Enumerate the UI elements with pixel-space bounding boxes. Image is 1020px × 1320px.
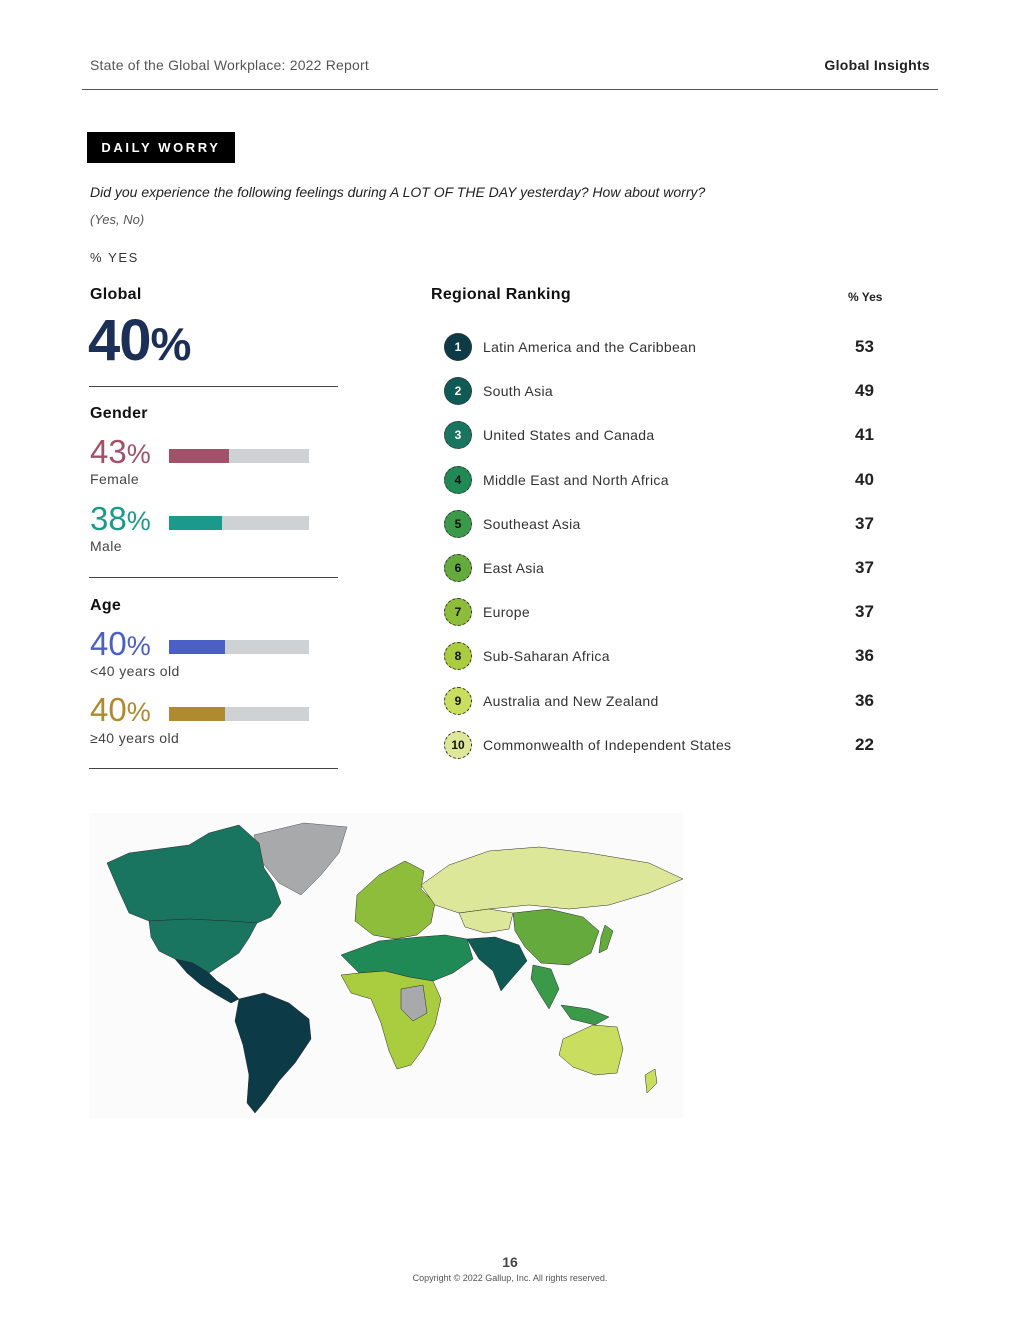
region-name: Southeast Asia — [483, 515, 581, 532]
over40-number: 40 — [90, 691, 127, 728]
under40-bar — [169, 640, 309, 654]
region-value: 49 — [855, 381, 874, 401]
female-bar-fill — [169, 449, 229, 463]
ranking-row — [444, 466, 884, 498]
region-value: 36 — [855, 646, 874, 666]
region-name: Australia and New Zealand — [483, 692, 659, 709]
male-bar — [169, 516, 309, 530]
region-name: East Asia — [483, 560, 545, 576]
rank-badge: 3 — [444, 421, 472, 449]
over40-bar-fill — [169, 707, 225, 721]
ranking-row — [444, 333, 884, 365]
region-name: Latin America and the Caribbean — [483, 339, 697, 355]
region-value: 37 — [855, 513, 874, 533]
ranking-row — [444, 554, 884, 586]
under40-label: <40 years old — [90, 663, 180, 679]
rank-badge: 4 — [444, 466, 472, 494]
female-bar — [169, 449, 309, 463]
region-value: 36 — [855, 690, 874, 710]
region-name: United States and Canada — [483, 427, 655, 444]
under40-number: 40 — [90, 625, 127, 662]
male-value — [90, 501, 151, 539]
global-title: Global — [90, 286, 142, 303]
over40-value — [90, 692, 151, 730]
male-bar-fill — [169, 516, 222, 530]
rank-badge: 8 — [444, 642, 472, 670]
ranking-row — [444, 598, 884, 630]
region-value: 53 — [855, 337, 874, 356]
region-value: 40 — [855, 469, 874, 489]
female-number: 43 — [90, 433, 127, 470]
female-unit: % — [126, 439, 151, 469]
over40-bar — [169, 707, 309, 721]
male-unit: % — [126, 506, 151, 536]
global-unit: % — [150, 318, 191, 370]
header-divider — [82, 89, 938, 90]
rank-badge: 2 — [444, 377, 472, 405]
rank-badge: 9 — [444, 687, 472, 715]
region-value: 37 — [855, 602, 874, 622]
pct-yes-column-label: % Yes — [848, 290, 883, 304]
copyright: Copyright © 2022 Gallup, Inc. All rights reserved. — [412, 1273, 608, 1283]
region-name: Sub-Saharan Africa — [483, 648, 610, 665]
ranking-row — [444, 510, 884, 542]
global-value — [88, 306, 190, 379]
region-value: 22 — [855, 734, 874, 754]
male-label: Male — [90, 538, 122, 554]
region-value: 41 — [855, 425, 874, 445]
region-name: South Asia — [483, 383, 553, 400]
survey-question: Did you experience the following feelings during A LOT OF THE DAY yesterday? How about worry? — [90, 184, 706, 200]
under40-value — [90, 626, 151, 664]
topic-badge: DAILY WORRY — [87, 132, 235, 163]
report-title: State of the Global Workplace: 2022 Report — [90, 57, 369, 73]
section-title: Global Insights — [824, 57, 930, 73]
female-value — [90, 434, 151, 472]
page-number: 16 — [502, 1254, 518, 1270]
rank-badge: 7 — [444, 598, 472, 626]
answer-options: (Yes, No) — [90, 212, 145, 227]
divider — [89, 768, 338, 769]
region-name: Middle East and North Africa — [483, 471, 669, 488]
rank-badge: 1 — [444, 333, 472, 361]
male-number: 38 — [90, 500, 127, 537]
rank-badge: 6 — [444, 554, 472, 582]
region-value: 37 — [855, 558, 874, 577]
region-name: Commonwealth of Independent States — [483, 736, 732, 753]
rank-badge: 5 — [444, 510, 472, 538]
measure-label: % YES — [90, 250, 139, 265]
over40-unit: % — [126, 697, 151, 727]
ranking-row — [444, 421, 884, 453]
under40-unit: % — [126, 631, 151, 661]
gender-title: Gender — [90, 405, 148, 422]
regional-ranking-title: Regional Ranking — [431, 286, 571, 303]
divider — [89, 577, 338, 578]
ranking-row — [444, 731, 884, 763]
age-title: Age — [90, 597, 122, 614]
ranking-row — [444, 377, 884, 409]
ranking-row — [444, 687, 884, 719]
ranking-row — [444, 642, 884, 674]
female-label: Female — [90, 471, 140, 487]
world-map — [89, 813, 683, 1118]
divider — [89, 386, 338, 387]
global-number: 40 — [88, 308, 151, 373]
over40-label: ≥40 years old — [90, 730, 180, 746]
under40-bar-fill — [169, 640, 225, 654]
region-name: Europe — [483, 604, 530, 621]
rank-badge: 10 — [444, 731, 472, 759]
